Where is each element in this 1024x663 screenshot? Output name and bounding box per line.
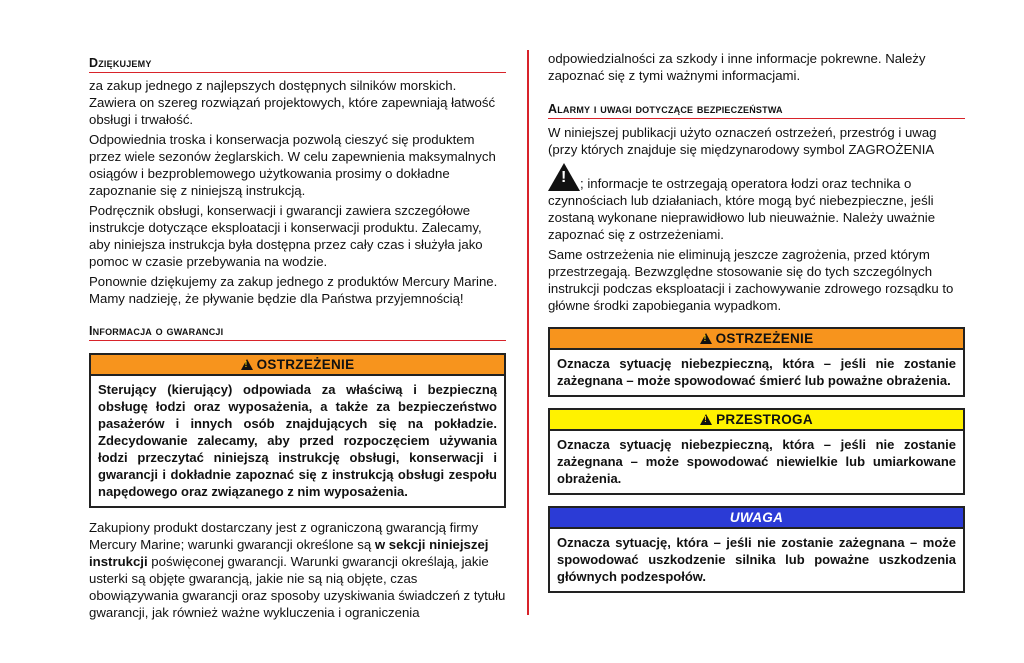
column-divider	[527, 50, 529, 615]
warning-text: Sterujący (kierujący) odpowiada za właściwą i bezpieczną obsługę łodzi oraz wyposażenia, a także za bezpieczeństwo pasażerów i innych osób znajdujących się na pokładzie. Zdecydowanie zalecamy, aby przed rozpoczęciem używania łodzi przeczytać niniejszą instrukcję obsługi, konserwacji i gwarancji i dokładnie zapoznać się z instrukcją obsługi zespołu napędowego oraz związanego z nim wyposażenia.	[98, 382, 497, 499]
notice-definition-bar	[550, 508, 963, 529]
thanks-paragraph-3: Podręcznik obsługi, konserwacji i gwarancji zawiera szczegółowe instrukcje dotyczące eksploatacji i konserwacji produktu. Zalecamy, aby niniejsza instrukcja była dostępna przez cały czas i służyła jako pomoc w czasie przebywania na wodzie.	[89, 203, 483, 269]
warranty-text-b: poświęconej gwarancji. Warunki gwarancji określają, jakie usterki są objęte gwarancją, jakie nie są nią objęte, czas obowiązywania gwarancji oraz sposoby uzyskiwania świadczeń z tytułu gwarancji, jak również ważne wykluczenia i ograniczenia	[89, 554, 506, 620]
warning-triangle-icon	[700, 414, 712, 425]
warranty-warning-box	[89, 353, 506, 508]
warranty-section-link[interactable]: w sekcji niniejszej instrukcji	[89, 537, 489, 569]
warning-definition-text: Oznacza sytuację niebezpieczną, która – jeśli nie zostanie zażegnana – może spowodować śmierć lub poważne obrażenia.	[557, 356, 956, 388]
caution-definition-bar	[550, 410, 963, 431]
notice-definition-label: UWAGA	[729, 510, 784, 525]
alarms-paragraph-1: W niniejszej publikacji użyto oznaczeń ostrzeżeń, przestróg i uwag (przy których znajduje się międzynarodowy symbol ZAGROŻENIA	[548, 125, 937, 157]
alarms-paragraph-2-text: ; informacje te ostrzegają operatora łodzi oraz technika o czynnościach lub działaniach, które mogą być niebezpieczne, jeśli zostaną wykonane nieprawidłowo lub nieuważnie. Należy uważnie zapoznać się z ostrzeżeniami.	[548, 176, 936, 242]
warning-label-bar	[91, 355, 504, 376]
warning-definition-bar	[550, 329, 963, 350]
warning-definition-label: OSTRZEŻENIE	[715, 331, 814, 346]
warranty-paragraph	[89, 519, 506, 621]
warning-triangle-icon	[241, 359, 253, 370]
thanks-paragraph-2: Odpowiednia troska i konserwacja pozwolą cieszyć się produktem przez wiele sezonów żeglarskich. W celu zapewnienia maksymalnych osiągów i bezproblemowego użytkowania prosimy o dokładne zapoznanie się z niniejszą instrukcją.	[89, 132, 496, 198]
alarms-paragraph-2	[548, 163, 965, 243]
alarms-heading: Alarmy i uwagi dotyczące bezpieczeństwa	[548, 102, 965, 119]
caution-definition-box	[548, 408, 965, 495]
notice-definition-box	[548, 506, 965, 593]
warning-triangle-icon	[548, 163, 580, 191]
left-column	[89, 0, 506, 621]
continued-paragraph: odpowiedzialności za szkody i inne informacje pokrewne. Należy zapoznać się z tymi ważnymi informacjami.	[548, 51, 926, 83]
notice-definition-text: Oznacza sytuację, która – jeśli nie zostanie zażegnana – może spowodować uszkodzenie silnika lub poważne uszkodzenia głównych podzespołów.	[557, 535, 956, 584]
alarms-paragraph-3: Same ostrzeżenia nie eliminują jeszcze zagrożenia, przed którym przestrzegają. Bezwzględne stosowanie się do tych szczególnych instrukcji podczas eksploatacji i zachowywanie zdrowego rozsądku to główne środki zapobiegania wypadkom.	[548, 247, 954, 313]
warranty-heading: Informacja o gwarancji	[89, 324, 506, 341]
caution-definition-text: Oznacza sytuację niebezpieczną, która – jeśli nie zostanie zażegnana – może spowodować niewielkie lub umiarkowane obrażenia.	[557, 437, 956, 486]
right-column	[548, 0, 965, 593]
warning-definition-box	[548, 327, 965, 397]
thanks-paragraph-1: za zakup jednego z najlepszych dostępnych silników morskich. Zawiera on szereg rozwiązań projektowych, które zapewniają łatwość obsługi i trwałość.	[89, 78, 496, 127]
thanks-paragraph-4: Ponownie dziękujemy za zakup jednego z produktów Mercury Marine. Mamy nadzieję, że pływanie będzie dla Państwa przyjemnością!	[89, 274, 498, 306]
warranty-text-a: Zakupiony produkt dostarczany jest z ograniczoną gwarancją firmy Mercury Marine; warunki gwarancji określone są	[89, 520, 479, 552]
warning-triangle-icon	[700, 333, 712, 344]
thanks-heading: Dziękujemy	[89, 56, 506, 73]
warning-label: OSTRZEŻENIE	[256, 357, 355, 372]
caution-definition-label: PRZESTROGA	[716, 412, 813, 427]
